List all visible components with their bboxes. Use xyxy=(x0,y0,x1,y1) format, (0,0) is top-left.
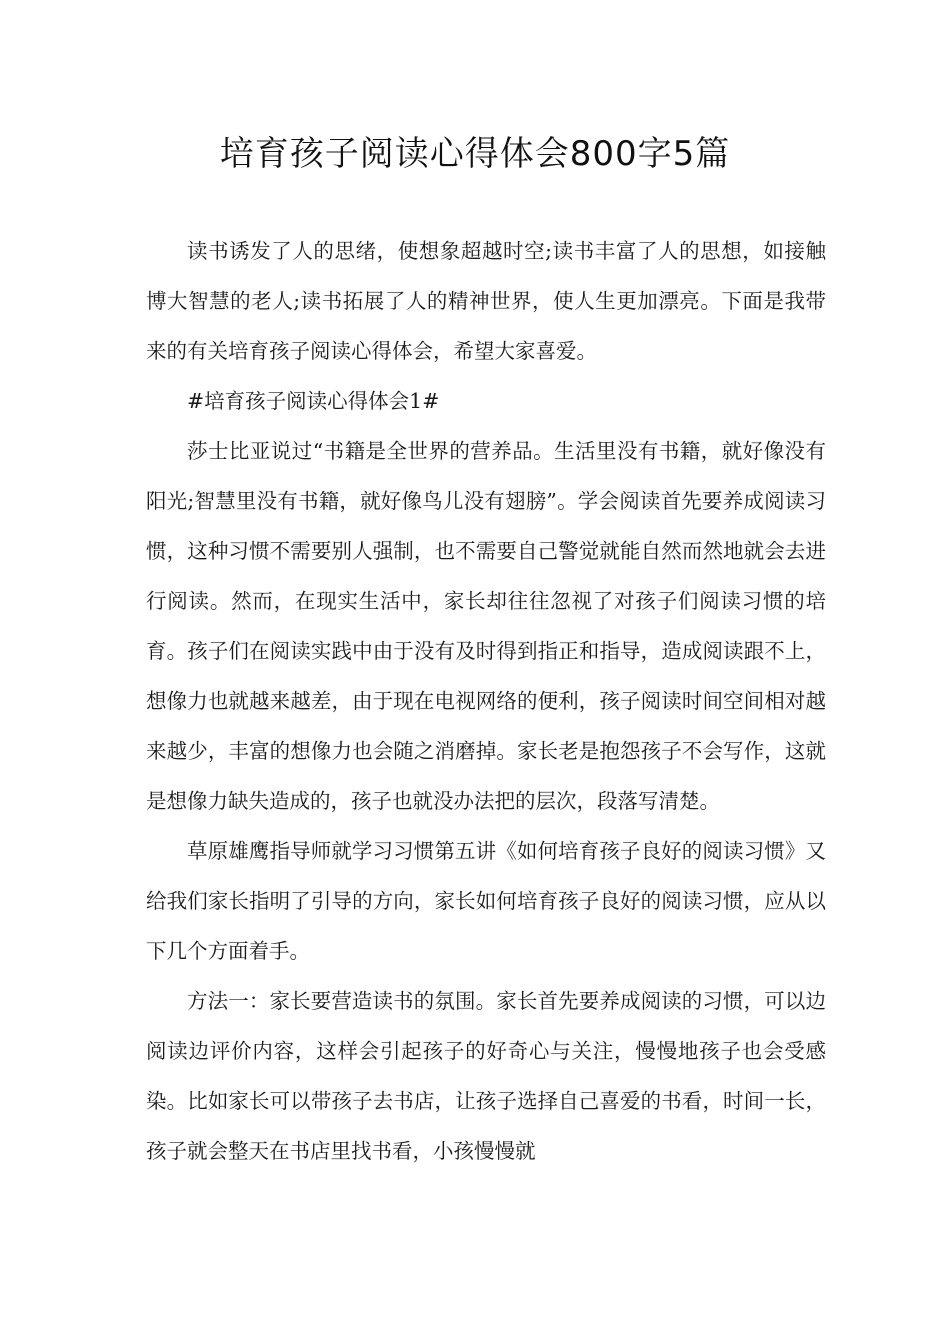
document-title: 培育孩子阅读心得体会800字5篇 xyxy=(219,134,731,174)
paragraph-intro: 读书诱发了人的思绪，使想象超越时空;读书丰富了人的思想，如接触博大智慧的老人;读书拓展了人的精神世界，使人生更加漂亮。下面是我带来的有关培育孩子阅读心得体会，希望大家喜爱。 xyxy=(146,239,826,363)
paragraph-guidance: 草原雄鹰指导师就学习习惯第五讲《如何培育孩子良好的阅读习惯》又给我们家长指明了引导的方向，家长如何培育孩子良好的阅读习惯，应从以下几个方面着手。 xyxy=(146,839,826,963)
paragraph-method-one: 方法一：家长要营造读书的氛围。家长首先要养成阅读的习惯，可以边阅读边评价内容，这样会引起孩子的好奇心与关注，慢慢地孩子也会受感染。比如家长可以带孩子去书店，让孩子选择自己喜爱的书看，时间一长，孩子就会整天在书店里找书看，小孩慢慢就 xyxy=(146,989,826,1163)
section-heading-1: #培育孩子阅读心得体会1# xyxy=(187,389,440,413)
document-body xyxy=(146,226,826,1176)
paragraph-shakespeare: 莎士比亚说过“书籍是全世界的营养品。生活里没有书籍，就好像没有阳光;智慧里没有书籍，就好像鸟儿没有翅膀”。学会阅读首先要养成阅读习惯，这种习惯不需要别人强制，也不需要自己警觉就能自然而然地就会去进行阅读。然而，在现实生活中，家长却往往忽视了对孩子们阅读习惯的培育。孩子们在阅读实践中由于没有及时得到指正和指导，造成阅读跟不上，想像力也就越来越差，由于现在电视网络的便利，孩子阅读时间空间相对越来越少，丰富的想像力也会随之消磨掉。家长老是抱怨孩子不会写作，这就是想像力缺失造成的，孩子也就没办法把的层次，段落写清楚。 xyxy=(146,439,826,813)
